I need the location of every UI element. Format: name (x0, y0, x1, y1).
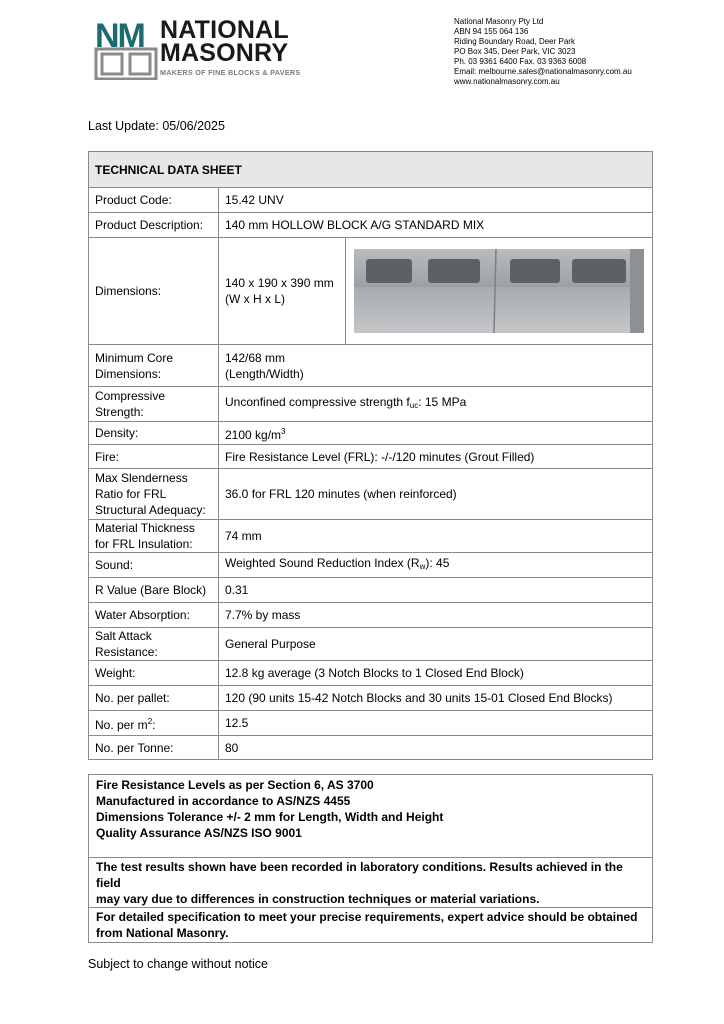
product-code-value: 15.42 UNV (219, 188, 653, 213)
phone-fax: Ph. 03 9361 6400 Fax. 03 9363 6008 (454, 57, 587, 66)
disclaimer-section: The test results shown have been recorded in laboratory conditions. Results achieved in the field may vary due to differences in construction techniques or material variations. (89, 858, 652, 908)
product-code-label: Product Code: (89, 188, 219, 213)
salt-attack-value: General Purpose (219, 628, 653, 661)
standard-quality: Quality Assurance AS/NZS ISO 9001 (96, 826, 302, 840)
logo-tagline: MAKERS OF FINE BLOCKS & PAVERS (160, 68, 301, 77)
table-row (89, 213, 653, 238)
sound-value: Weighted Sound Reduction Index $(R_w)$: 45 (219, 553, 653, 578)
per-tonne-value: 80 (219, 736, 653, 760)
slenderness-value: 36.0 for FRL 120 minutes (when reinforced) (219, 469, 653, 520)
advice-section: For detailed specification to meet your precise requirements, expert advice should be obtained from National Masonry. (96, 910, 638, 940)
weight-label: Weight: (89, 661, 219, 686)
hollow-block-image (354, 249, 644, 333)
table-row (89, 422, 653, 445)
standards-section (89, 775, 652, 858)
street-address: Riding Boundary Road, Deer Park (454, 37, 575, 46)
table-header-row (89, 152, 653, 188)
table-row (89, 578, 653, 603)
table-row (89, 711, 653, 736)
table-row (89, 520, 653, 553)
per-pallet-label: No. per pallet: (89, 686, 219, 711)
email-link[interactable]: Email: melbourne.sales@nationalmasonry.com.au (454, 67, 632, 76)
sound-label: Sound: (89, 553, 219, 578)
logo-initials: NM (95, 17, 144, 55)
table-row (89, 628, 653, 661)
website-link[interactable]: www.nationalmasonry.com.au (454, 77, 560, 86)
company-name: National Masonry Pty Ltd (454, 17, 544, 26)
r-value-label: R Value (Bare Block) (89, 578, 219, 603)
core-dimensions-value: 142/68 mm (Length/Width) (219, 345, 653, 387)
table-row (89, 445, 653, 469)
fire-label: Fire: (89, 445, 219, 469)
standard-tolerance: Dimensions Tolerance +/- 2 mm for Length, Width and Height (96, 810, 444, 824)
abn: ABN 94 155 064 136 (454, 27, 529, 36)
dimensions-label: Dimensions: (89, 238, 219, 345)
logo-line-masonry: MASONRY (160, 39, 289, 67)
table-row (89, 387, 653, 422)
density-value: 2100 $kg/m^3$ (219, 422, 653, 445)
notes-box (88, 774, 653, 943)
salt-attack-label: Salt Attack Resistance: (89, 628, 219, 661)
standard-manufacture: Manufactured in accordance to AS/NZS 4455 (96, 794, 351, 808)
nm-logo-mark (94, 16, 158, 80)
technical-data-table (88, 151, 653, 760)
material-thickness-label: Material Thickness for FRL Insulation: (89, 520, 219, 553)
table-row (89, 188, 653, 213)
water-absorption-value: 7.7% by mass (219, 603, 653, 628)
dimensions-value: 140 x 190 x 390 mm (W x H x L) (219, 238, 346, 344)
table-row (89, 736, 653, 760)
material-thickness-value: 74 mm (219, 520, 653, 553)
compressive-strength-label: Compressive Strength: (89, 387, 219, 422)
block-photo (346, 238, 652, 344)
per-pallet-value: 120 (90 units 15-42 Notch Blocks and 30 units 15-01 Closed End Blocks) (219, 686, 653, 711)
logo-line-national: NATIONAL (160, 16, 289, 44)
company-logo (94, 16, 310, 80)
standard-fire: Fire Resistance Levels as per Section 6, AS 3700 (96, 778, 374, 792)
weight-value: 12.8 kg average (3 Notch Blocks to 1 Closed End Block) (219, 661, 653, 686)
table-row (89, 603, 653, 628)
contact-block (454, 17, 716, 87)
core-dimensions-label: Minimum Core Dimensions: (89, 345, 219, 387)
table-row (89, 469, 653, 520)
fire-value: Fire Resistance Level (FRL): -/-/120 minutes (Grout Filled) (219, 445, 653, 469)
slenderness-label: Max Slenderness Ratio for FRL Structural Adequacy: (89, 469, 219, 520)
compressive-strength-value: Unconfined compressive strength $f_{uc}$: 15 MPa (219, 387, 653, 422)
table-row (89, 238, 653, 345)
per-m2-label: No. per $m^2$: (89, 711, 219, 736)
po-box: PO Box 345, Deer Park, VIC 3023 (454, 47, 576, 56)
table-row (89, 686, 653, 711)
product-description-value: 140 mm HOLLOW BLOCK A/G STANDARD MIX (219, 213, 653, 238)
footer-note: Subject to change without notice (88, 957, 268, 971)
per-m2-value: 12.5 (219, 711, 653, 736)
table-row (89, 553, 653, 578)
water-absorption-label: Water Absorption: (89, 603, 219, 628)
r-value-value: 0.31 (219, 578, 653, 603)
table-row (89, 661, 653, 686)
sheet-title: TECHNICAL DATA SHEET (89, 152, 653, 188)
last-update: Last Update: 05/06/2025 (88, 119, 225, 133)
product-description-label: Product Description: (89, 213, 219, 238)
density-label: Density: (89, 422, 219, 445)
per-tonne-label: No. per Tonne: (89, 736, 219, 760)
table-row (89, 345, 653, 387)
